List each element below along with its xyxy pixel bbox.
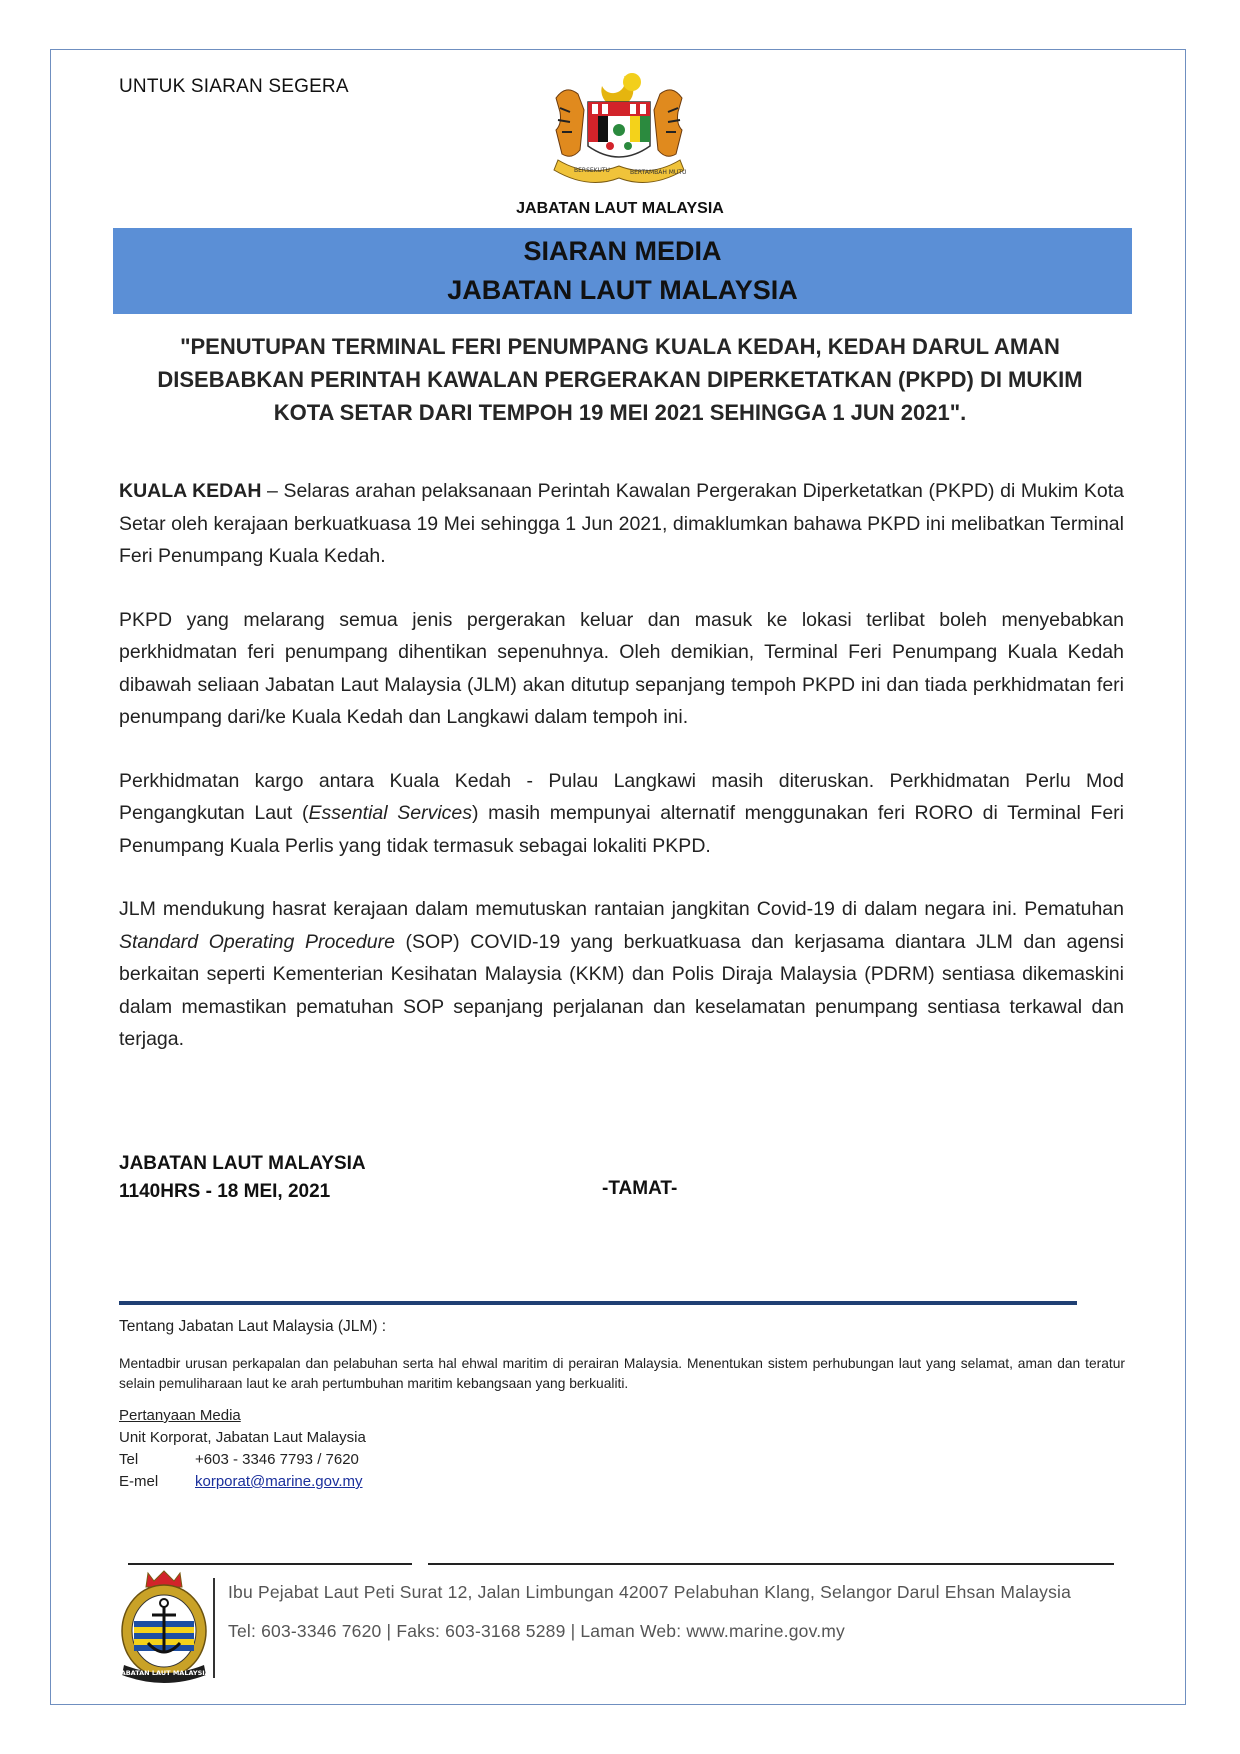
media-release-banner [113,228,1132,314]
paragraph-2: PKPD yang melarang semua jenis pergerakan keluar dan masuk ke lokasi terlibat boleh menyebabkan perkhidmatan feri penumpang dihentikan sepenuhnya. Oleh demikian, Terminal Feri Penumpang Kuala Kedah dibawah seliaan Jabatan Laut Malaysia (JLM) akan ditutup sepanjang tempoh PKPD ini dan tiada perkhidmatan feri penumpang dari/ke Kuala Kedah dan Langkawi dalam tempoh ini. [119,608,1124,728]
paragraph-4: JLM mendukung hasrat kerajaan dalam memutuskan rantaian jangkitan Covid-19 di dalam negara ini. Pematuhan Standard Operating Procedure (SOP) COVID-19 yang berkuatkuasa dan kerjasama diantara JLM dan agensi berkaitan seperti Kementerian Kesihatan Malaysia (KKM) dan Polis Diraja Malaysia (PDRM) sentiasa dikemaskini dalam memastikan pematuhan SOP sepanjang perjalanan dan keselamatan penumpang sentiasa terkawal dan terjaga. [119,898,1124,1050]
press-body [119,475,1124,1087]
about-title: Tentang Jabatan Laut Malaysia (JLM) : [119,1318,387,1335]
banner-line-1: SIARAN MEDIA [523,236,722,266]
signature-org: JABATAN LAUT MALAYSIA [119,1153,366,1174]
footer-rule-right [428,1563,1114,1565]
media-heading: Pertanyaan Media [119,1407,241,1424]
department-heading: JABATAN LAUT MALAYSIA [516,200,724,217]
email-link[interactable]: korporat@marine.gov.my [195,1473,363,1490]
media-tel-row: Tel +603 - 3346 7793 / 7620 [119,1451,359,1468]
media-contact-block [119,1405,366,1493]
about-text: Mentadbir urusan perkapalan dan pelabuhan serta hal ehwal maritim di perairan Malaysia. Menentukan sistem perhubungan laut yang selamat, aman dan teratur selain pemuliharaan laut ke arah pertumbuhan maritim kebangsaan yang berkualiti. [119,1356,1125,1391]
marine-emblem-icon [118,1569,210,1685]
end-marker: -TAMAT- [602,1178,678,1199]
coat-of-arms-icon [544,68,694,190]
press-headline [110,330,1130,429]
headline-line-2: DISEBABKAN PERINTAH KAWALAN PERGERAKAN DIPERKETATKAN (PKPD) DI MUKIM [157,367,1083,392]
signature-datetime: 1140HRS - 18 MEI, 2021 [119,1181,331,1202]
section-divider [119,1301,1077,1305]
footer-vertical-bar [213,1578,215,1678]
headline-line-1: "PENUTUPAN TERMINAL FERI PENUMPANG KUALA KEDAH, KEDAH DARUL AMAN [180,334,1060,359]
dateline: KUALA KEDAH [119,480,262,502]
footer-rule-left [128,1563,412,1565]
banner-line-2: JABATAN LAUT MALAYSIA [447,275,798,305]
headline-line-3: KOTA SETAR DARI TEMPOH 19 MEI 2021 SEHINGGA 1 JUN 2021". [273,400,967,425]
paragraph-1: KUALA KEDAH – Selaras arahan pelaksanaan Perintah Kawalan Pergerakan Diperketatkan (PKPD) di Mukim Kota Setar oleh kerajaan berkuatkuasa 19 Mei sehingga 1 Jun 2021, dimaklumkan bahawa PKPD ini melibatkan Terminal Feri Penumpang Kuala Kedah. [119,480,1124,567]
footer-contacts: Tel: 603-3346 7620 | Faks: 603-3168 5289 | Laman Web: www.marine.gov.my [228,1621,846,1641]
svg-text:BERSEKUTU: BERSEKUTU [574,167,610,174]
footer-address: Ibu Pejabat Laut Peti Surat 12, Jalan Limbungan 42007 Pelabuhan Klang, Selangor Darul Ehsan Malaysia [228,1582,1072,1602]
svg-text:BERTAMBAH MUTU: BERTAMBAH MUTU [630,169,687,176]
emblem-lettering: JABATAN LAUT MALAYSIA [118,1669,210,1677]
paragraph-3: Perkhidmatan kargo antara Kuala Kedah - Pulau Langkawi masih diteruskan. Perkhidmatan Perlu Mod Pengangkutan Laut (Essential Services) masih mempunyai alternatif menggunakan feri RORO di Terminal Feri Penumpang Kuala Perlis yang tidak termasuk sebagai lokaliti PKPD. [119,769,1125,857]
for-release-label: UNTUK SIARAN SEGERA [119,76,349,97]
media-unit: Unit Korporat, Jabatan Laut Malaysia [119,1429,366,1446]
media-email-row: E-mel korporat@marine.gov.my [119,1473,363,1490]
signature-block [119,1150,366,1206]
